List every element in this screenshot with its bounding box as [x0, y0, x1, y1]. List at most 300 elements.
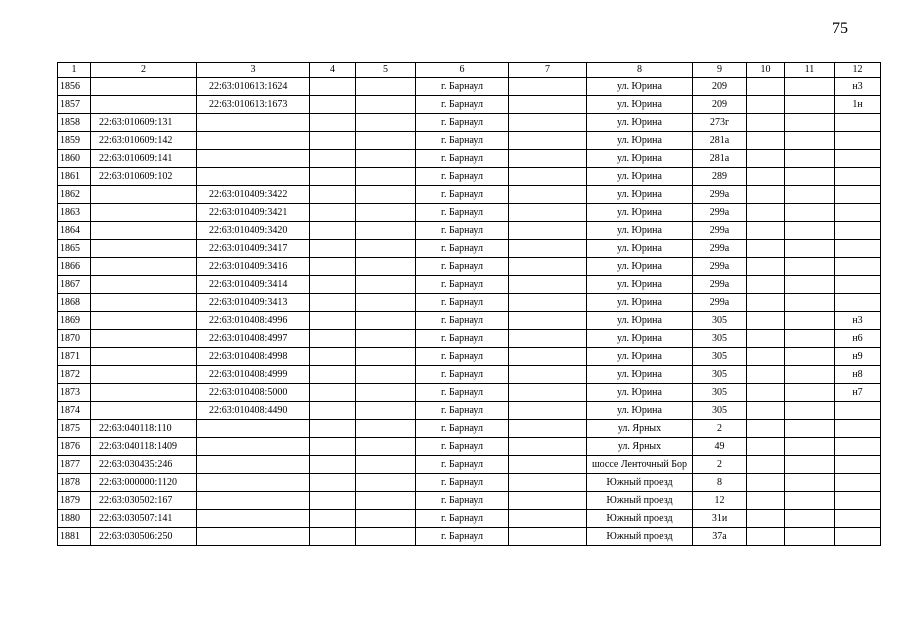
table-row: [58, 240, 881, 258]
table-row: [58, 474, 881, 492]
table-cell: [785, 186, 835, 204]
table-cell: 22:63:010409:3420: [197, 222, 310, 240]
table-cell: [310, 312, 356, 330]
table-cell: [785, 294, 835, 312]
table-cell: [310, 384, 356, 402]
table-cell: [356, 420, 416, 438]
table-cell: г. Барнаул: [416, 420, 509, 438]
table-cell: [310, 492, 356, 510]
table-cell: [747, 114, 785, 132]
table-cell: [91, 384, 197, 402]
table-cell: г. Барнаул: [416, 528, 509, 546]
table-cell: [747, 150, 785, 168]
table-cell: [91, 258, 197, 276]
table-cell: 1870: [58, 330, 91, 348]
table-cell: [509, 312, 587, 330]
table-cell: [509, 258, 587, 276]
table-cell: н7: [835, 384, 881, 402]
table-cell: ул. Юрина: [587, 150, 693, 168]
table-cell: Южный проезд: [587, 492, 693, 510]
table-cell: [197, 492, 310, 510]
table-cell: [747, 438, 785, 456]
table-cell: г. Барнаул: [416, 168, 509, 186]
table-cell: г. Барнаул: [416, 456, 509, 474]
table-cell: [747, 78, 785, 96]
table-cell: 209: [693, 96, 747, 114]
table-cell: [356, 204, 416, 222]
table-cell: [310, 402, 356, 420]
column-header: 9: [693, 63, 747, 78]
table-cell: 305: [693, 402, 747, 420]
table-cell: г. Барнаул: [416, 204, 509, 222]
table-row: [58, 420, 881, 438]
table-row: [58, 384, 881, 402]
table-row: [58, 168, 881, 186]
table-cell: г. Барнаул: [416, 276, 509, 294]
table-cell: 22:63:010609:142: [91, 132, 197, 150]
table-cell: 1860: [58, 150, 91, 168]
table-cell: 1867: [58, 276, 91, 294]
table-cell: [310, 186, 356, 204]
table-cell: [835, 168, 881, 186]
table-cell: ул. Юрина: [587, 384, 693, 402]
table-cell: [785, 78, 835, 96]
table-cell: [91, 330, 197, 348]
table-cell: [91, 312, 197, 330]
registry-table: [57, 62, 881, 546]
table-cell: [509, 366, 587, 384]
table-cell: г. Барнаул: [416, 312, 509, 330]
table-cell: 1н: [835, 96, 881, 114]
table-cell: [356, 96, 416, 114]
table-cell: [91, 78, 197, 96]
table-cell: 305: [693, 384, 747, 402]
table-cell: 299а: [693, 186, 747, 204]
table-cell: 299а: [693, 276, 747, 294]
table-cell: [197, 510, 310, 528]
table-cell: [785, 96, 835, 114]
table-cell: 1863: [58, 204, 91, 222]
table-cell: [835, 204, 881, 222]
table-cell: [747, 312, 785, 330]
table-cell: ул. Ярных: [587, 420, 693, 438]
table-cell: [310, 168, 356, 186]
table-cell: н3: [835, 78, 881, 96]
table-cell: г. Барнаул: [416, 150, 509, 168]
table-cell: 1862: [58, 186, 91, 204]
table-cell: 289: [693, 168, 747, 186]
table-cell: шоссе Ленточный Бор: [587, 456, 693, 474]
column-header: 12: [835, 63, 881, 78]
table-cell: 8: [693, 474, 747, 492]
table-cell: [310, 222, 356, 240]
table-cell: [835, 294, 881, 312]
table-cell: [747, 366, 785, 384]
table-row: [58, 348, 881, 366]
table-cell: [785, 348, 835, 366]
table-cell: 305: [693, 312, 747, 330]
table-cell: [835, 114, 881, 132]
table-cell: 281а: [693, 132, 747, 150]
table-cell: [747, 276, 785, 294]
table-cell: 209: [693, 78, 747, 96]
table-cell: [197, 528, 310, 546]
table-cell: 1878: [58, 474, 91, 492]
table-cell: [747, 402, 785, 420]
table-cell: [785, 492, 835, 510]
table-cell: [356, 438, 416, 456]
table-cell: Южный проезд: [587, 528, 693, 546]
table-cell: [509, 330, 587, 348]
table-cell: [509, 348, 587, 366]
table-cell: [785, 168, 835, 186]
table-cell: [197, 168, 310, 186]
table-cell: 22:63:030435:246: [91, 456, 197, 474]
table-cell: 22:63:040118:1409: [91, 438, 197, 456]
column-header: 5: [356, 63, 416, 78]
table-cell: [785, 114, 835, 132]
column-header: 7: [509, 63, 587, 78]
column-header: 8: [587, 63, 693, 78]
table-cell: [356, 150, 416, 168]
table-cell: 1871: [58, 348, 91, 366]
table-cell: [509, 114, 587, 132]
table-cell: [835, 420, 881, 438]
table-cell: г. Барнаул: [416, 258, 509, 276]
table-cell: г. Барнаул: [416, 510, 509, 528]
table-cell: 1868: [58, 294, 91, 312]
table-cell: [91, 366, 197, 384]
table-cell: [310, 348, 356, 366]
table-cell: н9: [835, 348, 881, 366]
table-cell: ул. Юрина: [587, 78, 693, 96]
table-cell: 22:63:010409:3416: [197, 258, 310, 276]
table-row: [58, 510, 881, 528]
table-cell: г. Барнаул: [416, 96, 509, 114]
table-row: [58, 222, 881, 240]
table-cell: [747, 348, 785, 366]
table-row: [58, 438, 881, 456]
table-cell: [356, 456, 416, 474]
table-cell: 299а: [693, 204, 747, 222]
table-cell: [356, 366, 416, 384]
table-cell: 1877: [58, 456, 91, 474]
table-cell: [835, 528, 881, 546]
table-cell: [197, 420, 310, 438]
table-cell: [835, 402, 881, 420]
table-cell: г. Барнаул: [416, 78, 509, 96]
table-cell: [509, 186, 587, 204]
table-cell: [785, 366, 835, 384]
table-cell: [197, 438, 310, 456]
table-cell: г. Барнаул: [416, 294, 509, 312]
table-cell: 2: [693, 420, 747, 438]
table-cell: [310, 456, 356, 474]
table-cell: [509, 384, 587, 402]
table-cell: [356, 168, 416, 186]
table-cell: [197, 114, 310, 132]
table-cell: г. Барнаул: [416, 384, 509, 402]
table-cell: [310, 240, 356, 258]
table-cell: ул. Юрина: [587, 258, 693, 276]
table-cell: [310, 474, 356, 492]
table-cell: 1874: [58, 402, 91, 420]
column-header: 6: [416, 63, 509, 78]
table-cell: 22:63:010409:3413: [197, 294, 310, 312]
table-cell: [356, 258, 416, 276]
table-row: [58, 294, 881, 312]
table-cell: 49: [693, 438, 747, 456]
table-cell: [91, 294, 197, 312]
table-cell: г. Барнаул: [416, 330, 509, 348]
table-cell: [356, 474, 416, 492]
table-cell: [356, 78, 416, 96]
table-cell: 22:63:010408:4997: [197, 330, 310, 348]
table-cell: 22:63:010613:1624: [197, 78, 310, 96]
table-cell: 1872: [58, 366, 91, 384]
table-row: [58, 96, 881, 114]
table-cell: 22:63:010409:3421: [197, 204, 310, 222]
table-cell: [310, 438, 356, 456]
table-cell: [785, 312, 835, 330]
table-cell: [835, 132, 881, 150]
table-cell: н3: [835, 312, 881, 330]
table-cell: [785, 330, 835, 348]
table-cell: [310, 366, 356, 384]
table-cell: ул. Юрина: [587, 96, 693, 114]
table-cell: 305: [693, 348, 747, 366]
table-cell: [509, 222, 587, 240]
table-cell: ул. Юрина: [587, 402, 693, 420]
table-cell: Южный проезд: [587, 510, 693, 528]
table-cell: [747, 204, 785, 222]
column-header: 10: [747, 63, 785, 78]
table-cell: 2: [693, 456, 747, 474]
table-cell: [310, 294, 356, 312]
table-cell: ул. Юрина: [587, 366, 693, 384]
table-cell: [835, 276, 881, 294]
table-cell: ул. Юрина: [587, 240, 693, 258]
table-cell: 273г: [693, 114, 747, 132]
table-cell: [509, 78, 587, 96]
page-number: 75: [832, 20, 848, 37]
table-cell: 299а: [693, 258, 747, 276]
table-header-row: [58, 63, 881, 78]
table-cell: [91, 222, 197, 240]
table-cell: [785, 132, 835, 150]
table-cell: [835, 492, 881, 510]
table-cell: [835, 474, 881, 492]
table-cell: ул. Юрина: [587, 312, 693, 330]
table-row: [58, 78, 881, 96]
table-cell: [835, 510, 881, 528]
table-cell: 37а: [693, 528, 747, 546]
column-header: 3: [197, 63, 310, 78]
table-cell: [356, 330, 416, 348]
table-row: [58, 492, 881, 510]
table-cell: [356, 384, 416, 402]
table-cell: [310, 258, 356, 276]
table-cell: г. Барнаул: [416, 186, 509, 204]
table-cell: [91, 276, 197, 294]
table-cell: [356, 240, 416, 258]
table-cell: 22:63:030502:167: [91, 492, 197, 510]
table-row: [58, 276, 881, 294]
table-cell: [310, 78, 356, 96]
table-cell: г. Барнаул: [416, 366, 509, 384]
table-cell: 22:63:010409:3422: [197, 186, 310, 204]
table-cell: [197, 132, 310, 150]
table-cell: [356, 222, 416, 240]
table-cell: [747, 132, 785, 150]
table-cell: ул. Юрина: [587, 168, 693, 186]
column-header: 1: [58, 63, 91, 78]
table-cell: 22:63:010609:102: [91, 168, 197, 186]
table-cell: ул. Юрина: [587, 204, 693, 222]
table-cell: 1876: [58, 438, 91, 456]
table-cell: 305: [693, 366, 747, 384]
table-cell: 12: [693, 492, 747, 510]
table-cell: 31и: [693, 510, 747, 528]
table-cell: [356, 528, 416, 546]
table-cell: 1873: [58, 384, 91, 402]
table-cell: 305: [693, 330, 747, 348]
table-cell: 1869: [58, 312, 91, 330]
table-cell: [835, 258, 881, 276]
table-cell: [747, 528, 785, 546]
table-row: [58, 456, 881, 474]
table-cell: Южный проезд: [587, 474, 693, 492]
table-cell: [509, 492, 587, 510]
table-cell: [197, 456, 310, 474]
table-cell: [197, 150, 310, 168]
table-cell: [509, 456, 587, 474]
table-cell: [785, 204, 835, 222]
table-row: [58, 132, 881, 150]
table-cell: 281а: [693, 150, 747, 168]
table-row: [58, 528, 881, 546]
table-cell: ул. Юрина: [587, 294, 693, 312]
table-cell: [509, 276, 587, 294]
table-cell: [747, 420, 785, 438]
table-cell: [310, 420, 356, 438]
table-cell: [509, 510, 587, 528]
table-row: [58, 204, 881, 222]
table-cell: [91, 186, 197, 204]
table-cell: 299а: [693, 294, 747, 312]
table-cell: 22:63:010609:131: [91, 114, 197, 132]
table-cell: 22:63:010409:3417: [197, 240, 310, 258]
table-cell: [835, 240, 881, 258]
table-cell: 22:63:030507:141: [91, 510, 197, 528]
table-cell: 22:63:010408:4999: [197, 366, 310, 384]
table-cell: [509, 240, 587, 258]
table-cell: г. Барнаул: [416, 348, 509, 366]
table-cell: 1858: [58, 114, 91, 132]
table-cell: [310, 114, 356, 132]
table-cell: г. Барнаул: [416, 114, 509, 132]
table-cell: 1865: [58, 240, 91, 258]
table-cell: 1859: [58, 132, 91, 150]
table-cell: г. Барнаул: [416, 402, 509, 420]
table-cell: 1880: [58, 510, 91, 528]
table-cell: г. Барнаул: [416, 240, 509, 258]
table-cell: 1856: [58, 78, 91, 96]
table-cell: [310, 330, 356, 348]
table-cell: [356, 132, 416, 150]
table-cell: 22:63:040118:110: [91, 420, 197, 438]
table-cell: [835, 150, 881, 168]
table-cell: [356, 348, 416, 366]
table-cell: [747, 240, 785, 258]
table-cell: [747, 186, 785, 204]
table-cell: 22:63:010613:1673: [197, 96, 310, 114]
table-cell: [747, 222, 785, 240]
table-cell: [509, 132, 587, 150]
table-cell: 22:63:010408:4490: [197, 402, 310, 420]
table-cell: [509, 420, 587, 438]
table-cell: [356, 510, 416, 528]
table-cell: [509, 168, 587, 186]
table-cell: [785, 438, 835, 456]
table-cell: [310, 204, 356, 222]
table-cell: [356, 312, 416, 330]
table-cell: [356, 492, 416, 510]
table-cell: [747, 492, 785, 510]
table-cell: [747, 456, 785, 474]
table-cell: г. Барнаул: [416, 222, 509, 240]
table-cell: ул. Юрина: [587, 132, 693, 150]
table-cell: [747, 330, 785, 348]
table-cell: [785, 276, 835, 294]
table-cell: ул. Ярных: [587, 438, 693, 456]
table-cell: 22:63:010408:4996: [197, 312, 310, 330]
table-cell: 299а: [693, 222, 747, 240]
table-cell: [747, 384, 785, 402]
table-cell: [835, 438, 881, 456]
table-cell: [747, 474, 785, 492]
table-cell: [785, 420, 835, 438]
table-cell: [509, 96, 587, 114]
table-cell: [785, 258, 835, 276]
table-cell: [310, 510, 356, 528]
table-cell: [356, 276, 416, 294]
table-cell: [310, 132, 356, 150]
table-cell: [747, 96, 785, 114]
table-cell: 22:63:010409:3414: [197, 276, 310, 294]
table-cell: [310, 96, 356, 114]
table-cell: г. Барнаул: [416, 438, 509, 456]
table-cell: 299а: [693, 240, 747, 258]
table-cell: [785, 402, 835, 420]
table-cell: [509, 150, 587, 168]
table-row: [58, 366, 881, 384]
table-cell: 1857: [58, 96, 91, 114]
table-cell: [509, 294, 587, 312]
table-row: [58, 150, 881, 168]
table-cell: 1881: [58, 528, 91, 546]
table-cell: [509, 438, 587, 456]
table-cell: н6: [835, 330, 881, 348]
table-row: [58, 402, 881, 420]
column-header: 2: [91, 63, 197, 78]
table-cell: [785, 240, 835, 258]
table-cell: [197, 474, 310, 492]
table-cell: 22:63:000000:1120: [91, 474, 197, 492]
table-cell: г. Барнаул: [416, 492, 509, 510]
table-cell: [835, 456, 881, 474]
column-header: 4: [310, 63, 356, 78]
